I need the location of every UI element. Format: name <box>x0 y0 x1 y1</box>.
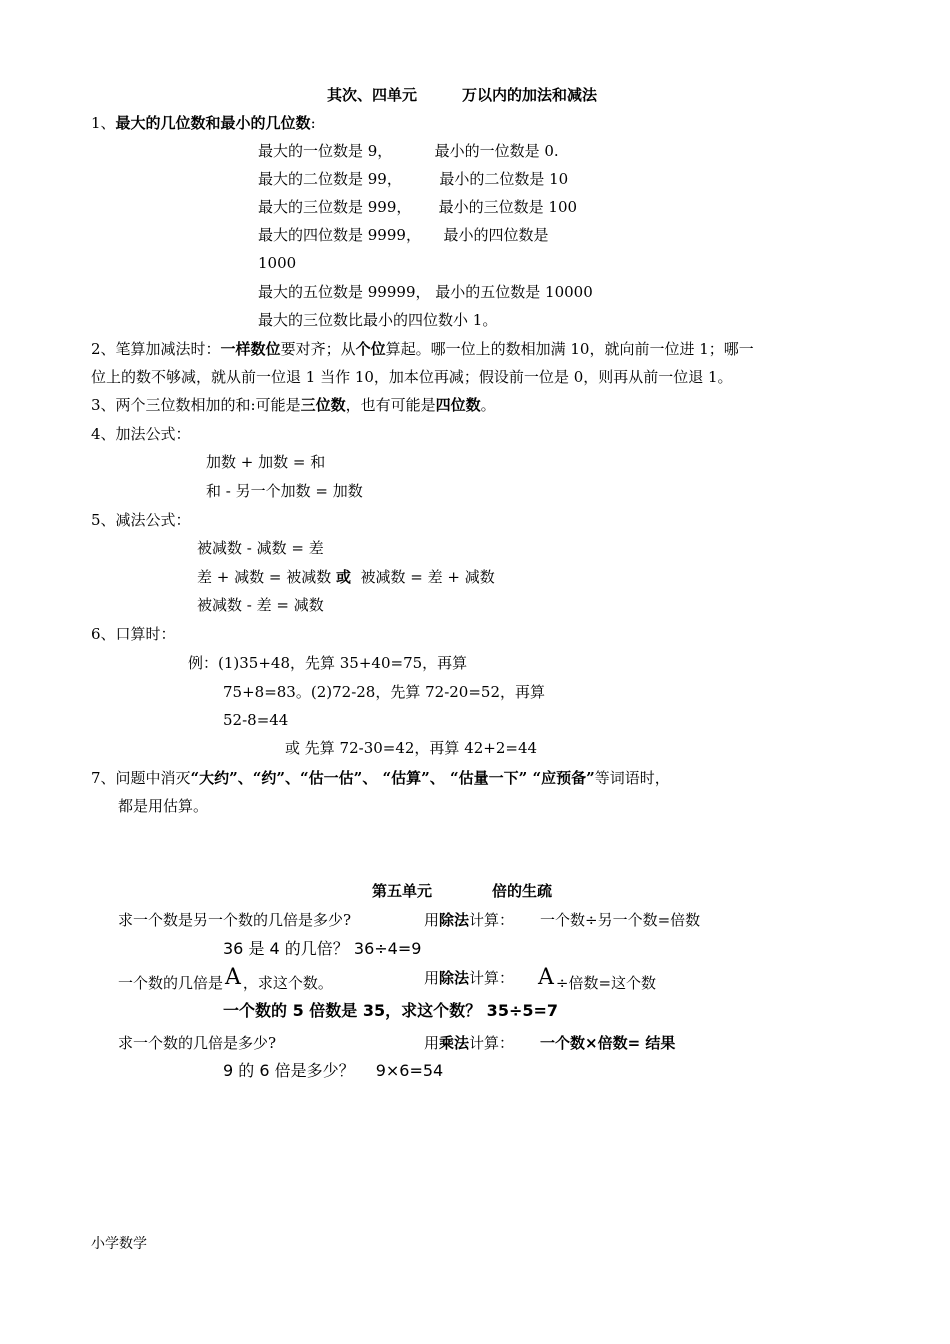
mental-calc-line-4: 或 先算 72-30=42，再算 42+2=44 <box>285 739 538 757</box>
page-footer: 小学数学 <box>91 1236 147 1252</box>
digit-line-4: 最大的四位数是 9999， 最小的四位数是 <box>258 226 549 244</box>
method-bold: 除法 <box>439 911 470 929</box>
variable-a: A <box>538 965 554 990</box>
rule-2-formula <box>538 967 656 994</box>
unit-2-4-title: 其次、四单元 万以内的加法和减法 <box>327 86 598 104</box>
text: ，求这个数。 <box>242 974 333 992</box>
text: 算起。哪一位上的数相加满 10，就向前一位进 1；哪一 <box>385 340 754 358</box>
text: 计算： <box>469 969 515 987</box>
text: 被减数 = 差 + 减数 <box>351 568 495 586</box>
section-number: 1、 <box>91 114 116 132</box>
mental-calc-line-3: 52-8=44 <box>223 711 289 729</box>
text: 用 <box>424 911 440 929</box>
bold-text: 个位 <box>355 340 386 358</box>
digit-line-3: 最大的三位数是 999， 最小的三位数是 100 <box>258 198 578 216</box>
digit-line-1: 最大的一位数是 9， 最小的一位数是 0. <box>258 142 559 160</box>
text: 计算： <box>469 1034 515 1052</box>
subtraction-formula-3: 被减数 - 差 = 减数 <box>197 596 324 614</box>
unit-5-title: 第五单元 倍的生疏 <box>372 882 553 900</box>
addition-formula-1: 加数 + 加数 = 和 <box>206 453 326 471</box>
subtraction-formula-2 <box>197 566 495 588</box>
text: 用 <box>424 969 440 987</box>
section-4-heading: 4、加法公式： <box>91 425 191 443</box>
digit-line-6: 最大的五位数是 99999， 最小的五位数是 10000 <box>258 283 593 301</box>
text: 差 + 减数 = 被减数 <box>197 568 336 586</box>
or-bold: 或 <box>335 568 351 586</box>
section-2-line-1 <box>91 338 754 360</box>
text: 3、两个三位数相加的和:可能是 <box>91 396 301 414</box>
addition-formula-2: 和 - 另一个加数 = 加数 <box>206 482 363 500</box>
section-2-line-2: 位上的数不够减，就从前一位退 1 当作 10，加本位再减；假设前一位是 0，则再从前一位退 1。 <box>91 368 733 386</box>
bold-text: 一样数位 <box>220 340 281 358</box>
variable-a: A <box>225 965 241 990</box>
colon: : <box>310 114 316 132</box>
rule-3-formula: 一个数×倍数= 结果 <box>540 1034 676 1052</box>
text: 一个数的几倍是 <box>118 974 224 992</box>
rule-1-question: 求一个数是另一个数的几倍是多少? <box>118 911 352 929</box>
rule-3-method <box>424 1032 514 1054</box>
bold-text: 三位数 <box>300 396 346 414</box>
text: 7、问题中消灭 <box>91 769 191 787</box>
text: ，也有可能是 <box>345 396 436 414</box>
example-2: 一个数的 5 倍数是 35，求这个数？ 35÷5=7 <box>223 1001 559 1020</box>
text: 等词语时， <box>594 769 670 787</box>
section-7-line-2: 都是用估算。 <box>118 797 209 815</box>
rule-3-question: 求一个数的几倍是多少? <box>118 1034 277 1052</box>
digit-line-5: 1000 <box>258 254 297 272</box>
section-6-heading: 6、口算时： <box>91 625 176 643</box>
section-1-heading <box>91 112 316 134</box>
text: ÷倍数=这个数 <box>555 974 657 992</box>
digit-line-2: 最大的二位数是 99， 最小的二位数是 10 <box>258 170 569 188</box>
example-3: 9 的 6 倍是多少？ 9×6=54 <box>223 1061 444 1080</box>
bold-text: 四位数 <box>435 396 481 414</box>
mental-calc-line-2: 75+8=83。(2)72-28，先算 72-20=52，再算 <box>223 683 546 701</box>
digit-line-7: 最大的三位数比最小的四位数小 1。 <box>258 311 498 329</box>
section-5-heading: 5、减法公式： <box>91 511 191 529</box>
rule-2-method <box>424 967 514 989</box>
text: 用 <box>424 1034 440 1052</box>
section-heading-bold: 最大的几位数和最小的几位数 <box>115 114 311 132</box>
subtraction-formula-1: 被减数 - 减数 = 差 <box>197 539 324 557</box>
bold-text: “大约”、“约”、“估一估”、 “估算”、 “估量一下” “应预备” <box>190 769 595 787</box>
text: 2、笔算加减法时： <box>91 340 221 358</box>
method-bold: 除法 <box>439 969 470 987</box>
rule-2-question <box>118 967 333 994</box>
rule-1-method <box>424 909 514 931</box>
section-7-line-1 <box>91 767 670 789</box>
example-1: 36 是 4 的几倍？ 36÷4=9 <box>223 939 422 958</box>
mental-calc-line-1: 例：(1)35+48，先算 35+40=75，再算 <box>188 654 468 672</box>
section-3 <box>91 394 496 416</box>
text: 。 <box>480 396 496 414</box>
text: 计算： <box>469 911 515 929</box>
rule-1-formula: 一个数÷另一个数=倍数 <box>540 911 701 929</box>
text: 要对齐；从 <box>280 340 356 358</box>
method-bold: 乘法 <box>439 1034 470 1052</box>
